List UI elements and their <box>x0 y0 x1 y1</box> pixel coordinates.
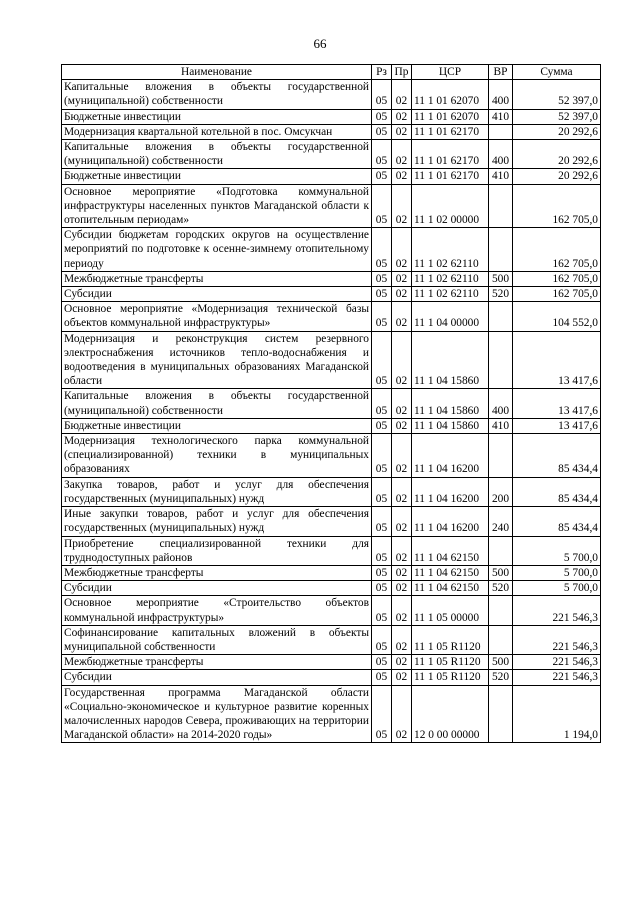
cell-sum: 5 700,0 <box>513 536 601 565</box>
cell-name: Бюджетные инвестиции <box>62 109 372 124</box>
cell-rz: 05 <box>372 302 392 331</box>
cell-rz: 05 <box>372 184 392 228</box>
table-row <box>62 302 601 331</box>
cell-rz: 05 <box>372 124 392 139</box>
cell-sum: 221 546,3 <box>513 655 601 670</box>
table-row <box>62 271 601 286</box>
cell-pr: 02 <box>392 80 412 109</box>
cell-rz: 05 <box>372 536 392 565</box>
cell-pr: 02 <box>392 434 412 478</box>
cell-csr: 11 1 05 R1120 <box>412 625 489 654</box>
cell-pr: 02 <box>392 685 412 743</box>
cell-vr <box>489 596 513 625</box>
cell-sum: 85 434,4 <box>513 507 601 536</box>
table-row <box>62 655 601 670</box>
cell-name: Модернизация и реконструкция систем резервного электроснабжения источников тепло-водоснабжения и водоотведения в муниципальных образованиях Магаданской области <box>62 331 372 389</box>
cell-csr: 11 1 04 16200 <box>412 477 489 506</box>
cell-name: Межбюджетные трансферты <box>62 655 372 670</box>
cell-csr: 11 1 01 62170 <box>412 169 489 184</box>
cell-csr: 11 1 04 15860 <box>412 418 489 433</box>
cell-pr: 02 <box>392 596 412 625</box>
cell-pr: 02 <box>392 287 412 302</box>
cell-rz: 05 <box>372 169 392 184</box>
cell-sum: 221 546,3 <box>513 596 601 625</box>
cell-pr: 02 <box>392 477 412 506</box>
cell-csr: 11 1 04 15860 <box>412 389 489 418</box>
cell-name: Государственная программа Магаданской области «Социально-экономическое и культурное развитие коренных малочисленных народов Севера, проживающих на территории Магаданской области» на 2014-2020 годы» <box>62 685 372 743</box>
cell-csr: 11 1 04 62150 <box>412 536 489 565</box>
table-row <box>62 331 601 389</box>
cell-sum: 221 546,3 <box>513 625 601 654</box>
cell-csr: 11 1 01 62170 <box>412 140 489 169</box>
cell-vr <box>489 302 513 331</box>
cell-pr: 02 <box>392 169 412 184</box>
cell-rz: 05 <box>372 581 392 596</box>
cell-name: Приобретение специализированной техники для труднодоступных районов <box>62 536 372 565</box>
cell-rz: 05 <box>372 670 392 685</box>
cell-vr <box>489 331 513 389</box>
table-row <box>62 434 601 478</box>
cell-pr: 02 <box>392 536 412 565</box>
cell-sum: 13 417,6 <box>513 331 601 389</box>
cell-sum: 5 700,0 <box>513 581 601 596</box>
table-row <box>62 169 601 184</box>
cell-csr: 11 1 01 62070 <box>412 80 489 109</box>
cell-name: Капитальные вложения в объекты государственной (муниципальной) собственности <box>62 80 372 109</box>
table-row <box>62 287 601 302</box>
cell-vr: 410 <box>489 418 513 433</box>
cell-rz: 05 <box>372 109 392 124</box>
cell-vr: 400 <box>489 389 513 418</box>
header-sum: Сумма <box>513 65 601 80</box>
cell-rz: 05 <box>372 228 392 272</box>
cell-pr: 02 <box>392 389 412 418</box>
cell-sum: 52 397,0 <box>513 80 601 109</box>
cell-csr: 11 1 01 62070 <box>412 109 489 124</box>
cell-csr: 11 1 02 62110 <box>412 287 489 302</box>
cell-csr: 11 1 04 16200 <box>412 434 489 478</box>
cell-pr: 02 <box>392 140 412 169</box>
cell-name: Закупка товаров, работ и услуг для обеспечения государственных (муниципальных) нужд <box>62 477 372 506</box>
cell-name: Бюджетные инвестиции <box>62 418 372 433</box>
cell-name: Основное мероприятие «Строительство объектов коммунальной инфраструктуры» <box>62 596 372 625</box>
table-row <box>62 418 601 433</box>
cell-name: Межбюджетные трансферты <box>62 271 372 286</box>
cell-vr <box>489 536 513 565</box>
table-row <box>62 124 601 139</box>
cell-vr: 410 <box>489 169 513 184</box>
cell-sum: 5 700,0 <box>513 565 601 580</box>
cell-rz: 05 <box>372 271 392 286</box>
header-rz: Рз <box>372 65 392 80</box>
cell-vr <box>489 434 513 478</box>
cell-vr <box>489 184 513 228</box>
table-row <box>62 477 601 506</box>
cell-sum: 162 705,0 <box>513 271 601 286</box>
cell-rz: 05 <box>372 507 392 536</box>
table-row <box>62 581 601 596</box>
cell-name: Бюджетные инвестиции <box>62 169 372 184</box>
cell-pr: 02 <box>392 271 412 286</box>
cell-sum: 1 194,0 <box>513 685 601 743</box>
budget-table <box>61 64 601 743</box>
table-row <box>62 389 601 418</box>
cell-sum: 85 434,4 <box>513 434 601 478</box>
cell-name: Субсидии бюджетам городских округов на осуществление мероприятий по подготовке к осенне-зимнему отопительному периоду <box>62 228 372 272</box>
table-row <box>62 507 601 536</box>
table-row <box>62 596 601 625</box>
cell-vr <box>489 124 513 139</box>
cell-vr: 520 <box>489 287 513 302</box>
cell-pr: 02 <box>392 418 412 433</box>
cell-name: Капитальные вложения в объекты государственной (муниципальной) собственности <box>62 140 372 169</box>
cell-rz: 05 <box>372 287 392 302</box>
cell-rz: 05 <box>372 565 392 580</box>
cell-csr: 11 1 04 00000 <box>412 302 489 331</box>
cell-pr: 02 <box>392 109 412 124</box>
cell-name: Модернизация квартальной котельной в пос. Омсукчан <box>62 124 372 139</box>
cell-name: Межбюджетные трансферты <box>62 565 372 580</box>
cell-vr: 240 <box>489 507 513 536</box>
cell-pr: 02 <box>392 331 412 389</box>
cell-csr: 11 1 04 16200 <box>412 507 489 536</box>
cell-sum: 85 434,4 <box>513 477 601 506</box>
cell-sum: 13 417,6 <box>513 418 601 433</box>
cell-name: Основное мероприятие «Модернизация технической базы объектов коммунальной инфраструктуры» <box>62 302 372 331</box>
table-row <box>62 536 601 565</box>
cell-vr: 520 <box>489 670 513 685</box>
cell-vr: 500 <box>489 655 513 670</box>
table-row <box>62 140 601 169</box>
cell-name: Иные закупки товаров, работ и услуг для обеспечения государственных (муниципальных) нужд <box>62 507 372 536</box>
cell-vr <box>489 228 513 272</box>
table-row <box>62 80 601 109</box>
cell-vr <box>489 625 513 654</box>
table-row <box>62 565 601 580</box>
cell-sum: 104 552,0 <box>513 302 601 331</box>
cell-vr: 400 <box>489 140 513 169</box>
cell-csr: 11 1 02 00000 <box>412 184 489 228</box>
cell-rz: 05 <box>372 655 392 670</box>
cell-sum: 13 417,6 <box>513 389 601 418</box>
cell-rz: 05 <box>372 625 392 654</box>
cell-name: Капитальные вложения в объекты государственной (муниципальной) собственности <box>62 389 372 418</box>
cell-sum: 221 546,3 <box>513 670 601 685</box>
cell-sum: 52 397,0 <box>513 109 601 124</box>
cell-name: Субсидии <box>62 581 372 596</box>
cell-name: Субсидии <box>62 670 372 685</box>
table-body <box>62 80 601 743</box>
cell-pr: 02 <box>392 625 412 654</box>
cell-sum: 162 705,0 <box>513 228 601 272</box>
cell-rz: 05 <box>372 140 392 169</box>
cell-rz: 05 <box>372 418 392 433</box>
table-header-row <box>62 65 601 80</box>
cell-pr: 02 <box>392 228 412 272</box>
table-row <box>62 228 601 272</box>
header-name: Наименование <box>62 65 372 80</box>
cell-vr: 520 <box>489 581 513 596</box>
cell-rz: 05 <box>372 596 392 625</box>
cell-name: Основное мероприятие «Подготовка коммунальной инфраструктуры населенных пунктов Магаданской области к отопительным периодам» <box>62 184 372 228</box>
cell-csr: 11 1 02 62110 <box>412 228 489 272</box>
cell-name: Субсидии <box>62 287 372 302</box>
cell-sum: 20 292,6 <box>513 124 601 139</box>
table-row <box>62 109 601 124</box>
cell-pr: 02 <box>392 581 412 596</box>
cell-vr: 400 <box>489 80 513 109</box>
cell-vr: 500 <box>489 271 513 286</box>
cell-pr: 02 <box>392 670 412 685</box>
cell-pr: 02 <box>392 124 412 139</box>
cell-csr: 11 1 05 R1120 <box>412 655 489 670</box>
table-row <box>62 184 601 228</box>
cell-pr: 02 <box>392 184 412 228</box>
cell-csr: 11 1 01 62170 <box>412 124 489 139</box>
cell-vr: 500 <box>489 565 513 580</box>
cell-rz: 05 <box>372 80 392 109</box>
cell-pr: 02 <box>392 302 412 331</box>
cell-sum: 162 705,0 <box>513 287 601 302</box>
cell-sum: 162 705,0 <box>513 184 601 228</box>
cell-csr: 12 0 00 00000 <box>412 685 489 743</box>
cell-rz: 05 <box>372 434 392 478</box>
header-pr: Пр <box>392 65 412 80</box>
cell-csr: 11 1 05 00000 <box>412 596 489 625</box>
cell-sum: 20 292,6 <box>513 169 601 184</box>
cell-rz: 05 <box>372 685 392 743</box>
cell-sum: 20 292,6 <box>513 140 601 169</box>
cell-name: Модернизация технологического парка коммунальной (специализированной) техники в муниципальных образованиях <box>62 434 372 478</box>
cell-pr: 02 <box>392 655 412 670</box>
cell-rz: 05 <box>372 331 392 389</box>
cell-rz: 05 <box>372 389 392 418</box>
cell-pr: 02 <box>392 507 412 536</box>
cell-csr: 11 1 04 15860 <box>412 331 489 389</box>
page-number: 66 <box>313 36 327 51</box>
cell-pr: 02 <box>392 565 412 580</box>
cell-rz: 05 <box>372 477 392 506</box>
cell-csr: 11 1 05 R1120 <box>412 670 489 685</box>
table-row <box>62 685 601 743</box>
cell-csr: 11 1 04 62150 <box>412 565 489 580</box>
header-vr: ВР <box>489 65 513 80</box>
cell-csr: 11 1 02 62110 <box>412 271 489 286</box>
cell-vr <box>489 685 513 743</box>
cell-vr: 200 <box>489 477 513 506</box>
cell-name: Софинансирование капитальных вложений в объекты муниципальной собственности <box>62 625 372 654</box>
cell-csr: 11 1 04 62150 <box>412 581 489 596</box>
header-csr: ЦСР <box>412 65 489 80</box>
table-row <box>62 625 601 654</box>
table-row <box>62 670 601 685</box>
cell-vr: 410 <box>489 109 513 124</box>
